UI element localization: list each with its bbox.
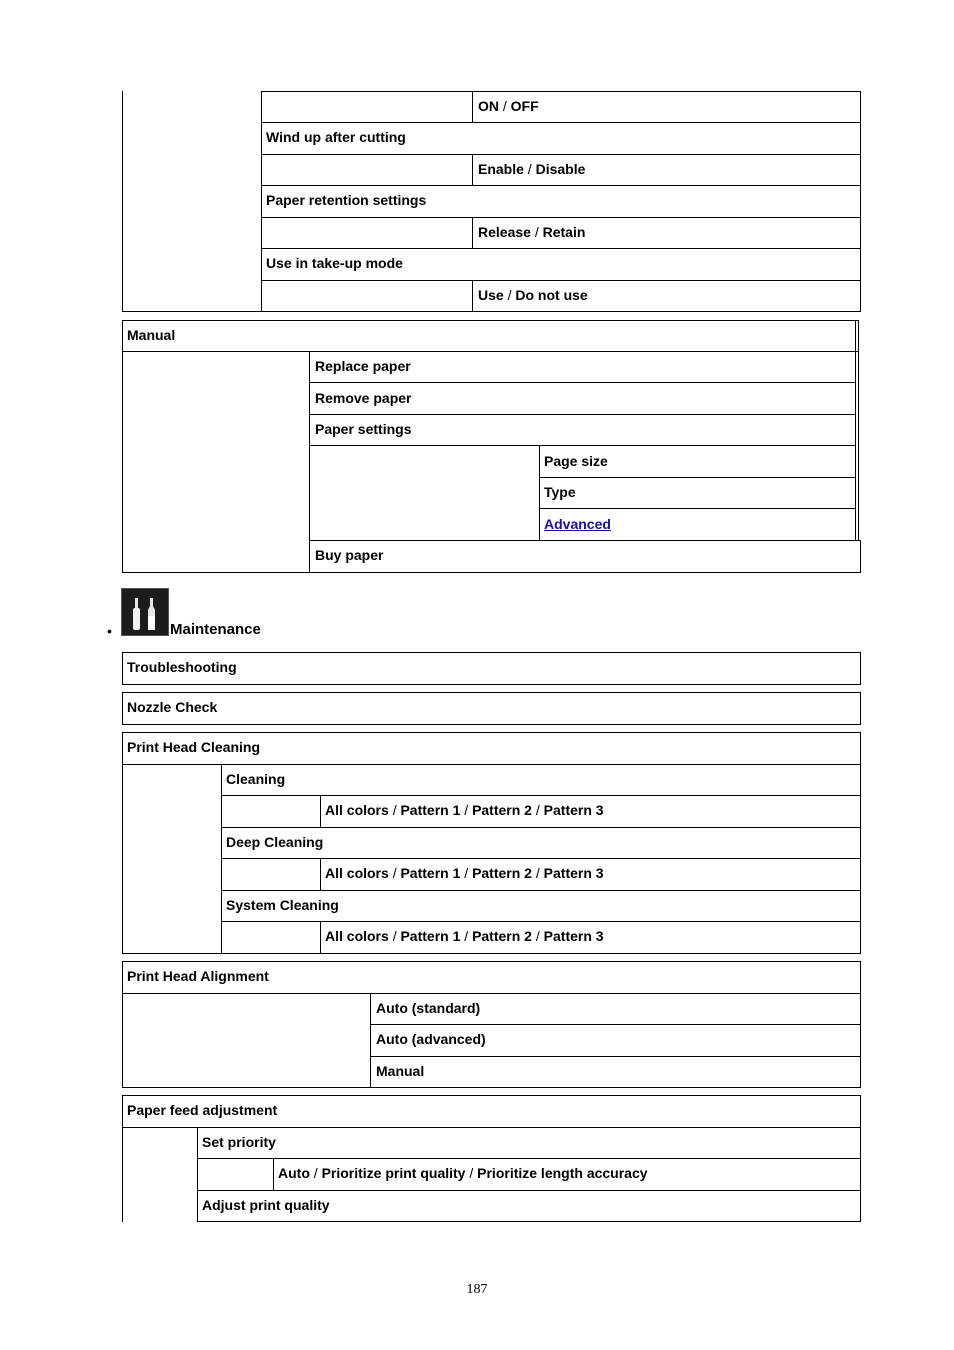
- enable-disable-options: [478, 161, 585, 177]
- separator: /: [464, 802, 469, 818]
- pattern-1-option: Pattern 1: [400, 865, 461, 881]
- cleaning-item: Cleaning: [226, 771, 286, 787]
- troubleshooting-title: Troubleshooting: [127, 659, 237, 675]
- nozzle-check-title: Nozzle Check: [127, 699, 218, 715]
- adjust-print-quality-item: Adjust print quality: [202, 1197, 330, 1213]
- do-not-use-option: Do not use: [515, 287, 588, 303]
- auto-advanced-item: Auto (advanced): [376, 1031, 486, 1047]
- buy-paper-item: Buy paper: [315, 547, 384, 563]
- separator: /: [469, 1165, 474, 1181]
- retain-option: Retain: [542, 224, 586, 240]
- pattern-1-option: Pattern 1: [400, 928, 461, 944]
- prioritize-length-accuracy-option: Prioritize length accuracy: [477, 1165, 648, 1181]
- paper-feed-adjustment-title: Paper feed adjustment: [127, 1102, 278, 1118]
- separator: /: [534, 224, 539, 240]
- disable-option: Disable: [535, 161, 586, 177]
- auto-option: Auto: [278, 1165, 310, 1181]
- system-cleaning-options: [325, 928, 604, 944]
- pattern-2-option: Pattern 2: [472, 928, 532, 944]
- separator: /: [535, 802, 540, 818]
- use-do-not-use-options: [478, 287, 588, 303]
- enable-option: Enable: [478, 161, 524, 177]
- off-option: OFF: [510, 98, 539, 114]
- use-option: Use: [478, 287, 504, 303]
- auto-standard-item: Auto (standard): [376, 1000, 481, 1016]
- cleaning-options: [325, 802, 604, 818]
- separator: /: [464, 865, 469, 881]
- maintenance-label: Maintenance: [170, 621, 261, 638]
- separator: /: [527, 161, 532, 177]
- print-head-cleaning-title: Print Head Cleaning: [127, 739, 261, 755]
- separator: /: [392, 802, 397, 818]
- set-priority-item: Set priority: [202, 1134, 276, 1150]
- page-size-item: Page size: [544, 453, 608, 469]
- manual-alignment-item: Manual: [376, 1063, 425, 1079]
- pattern-3-option: Pattern 3: [543, 865, 604, 881]
- pattern-1-option: Pattern 1: [400, 802, 461, 818]
- release-retain-options: [478, 224, 585, 240]
- onoff-options: [478, 98, 539, 114]
- paper-retention-settings-label: Paper retention settings: [266, 192, 427, 208]
- pattern-2-option: Pattern 2: [472, 865, 532, 881]
- system-cleaning-item: System Cleaning: [226, 897, 339, 913]
- manual-title: Manual: [127, 327, 176, 343]
- advanced-link[interactable]: Advanced: [544, 516, 611, 532]
- priority-options: [278, 1165, 648, 1181]
- maintenance-tools-icon: [121, 588, 169, 636]
- wind-up-after-cutting-label: Wind up after cutting: [266, 129, 406, 145]
- replace-paper-item: Replace paper: [315, 358, 411, 374]
- all-colors-option: All colors: [325, 865, 389, 881]
- print-head-alignment-title: Print Head Alignment: [127, 968, 269, 984]
- on-option: ON: [478, 98, 499, 114]
- all-colors-option: All colors: [325, 802, 389, 818]
- separator: /: [535, 865, 540, 881]
- all-colors-option: All colors: [325, 928, 389, 944]
- separator: /: [392, 865, 397, 881]
- remove-paper-item: Remove paper: [315, 390, 412, 406]
- separator: /: [535, 928, 540, 944]
- pattern-3-option: Pattern 3: [543, 928, 604, 944]
- bullet: •: [107, 623, 112, 639]
- separator: /: [507, 287, 512, 303]
- deep-cleaning-item: Deep Cleaning: [226, 834, 324, 850]
- pattern-3-option: Pattern 3: [543, 802, 604, 818]
- deep-cleaning-options: [325, 865, 604, 881]
- pattern-2-option: Pattern 2: [472, 802, 532, 818]
- release-option: Release: [478, 224, 531, 240]
- separator: /: [464, 928, 469, 944]
- separator: /: [502, 98, 507, 114]
- prioritize-print-quality-option: Prioritize print quality: [321, 1165, 466, 1181]
- type-item: Type: [544, 484, 576, 500]
- use-in-takeup-mode-label: Use in take-up mode: [266, 255, 403, 271]
- separator: /: [313, 1165, 318, 1181]
- separator: /: [392, 928, 397, 944]
- page-number: 187: [466, 1282, 488, 1297]
- paper-settings-item: Paper settings: [315, 421, 412, 437]
